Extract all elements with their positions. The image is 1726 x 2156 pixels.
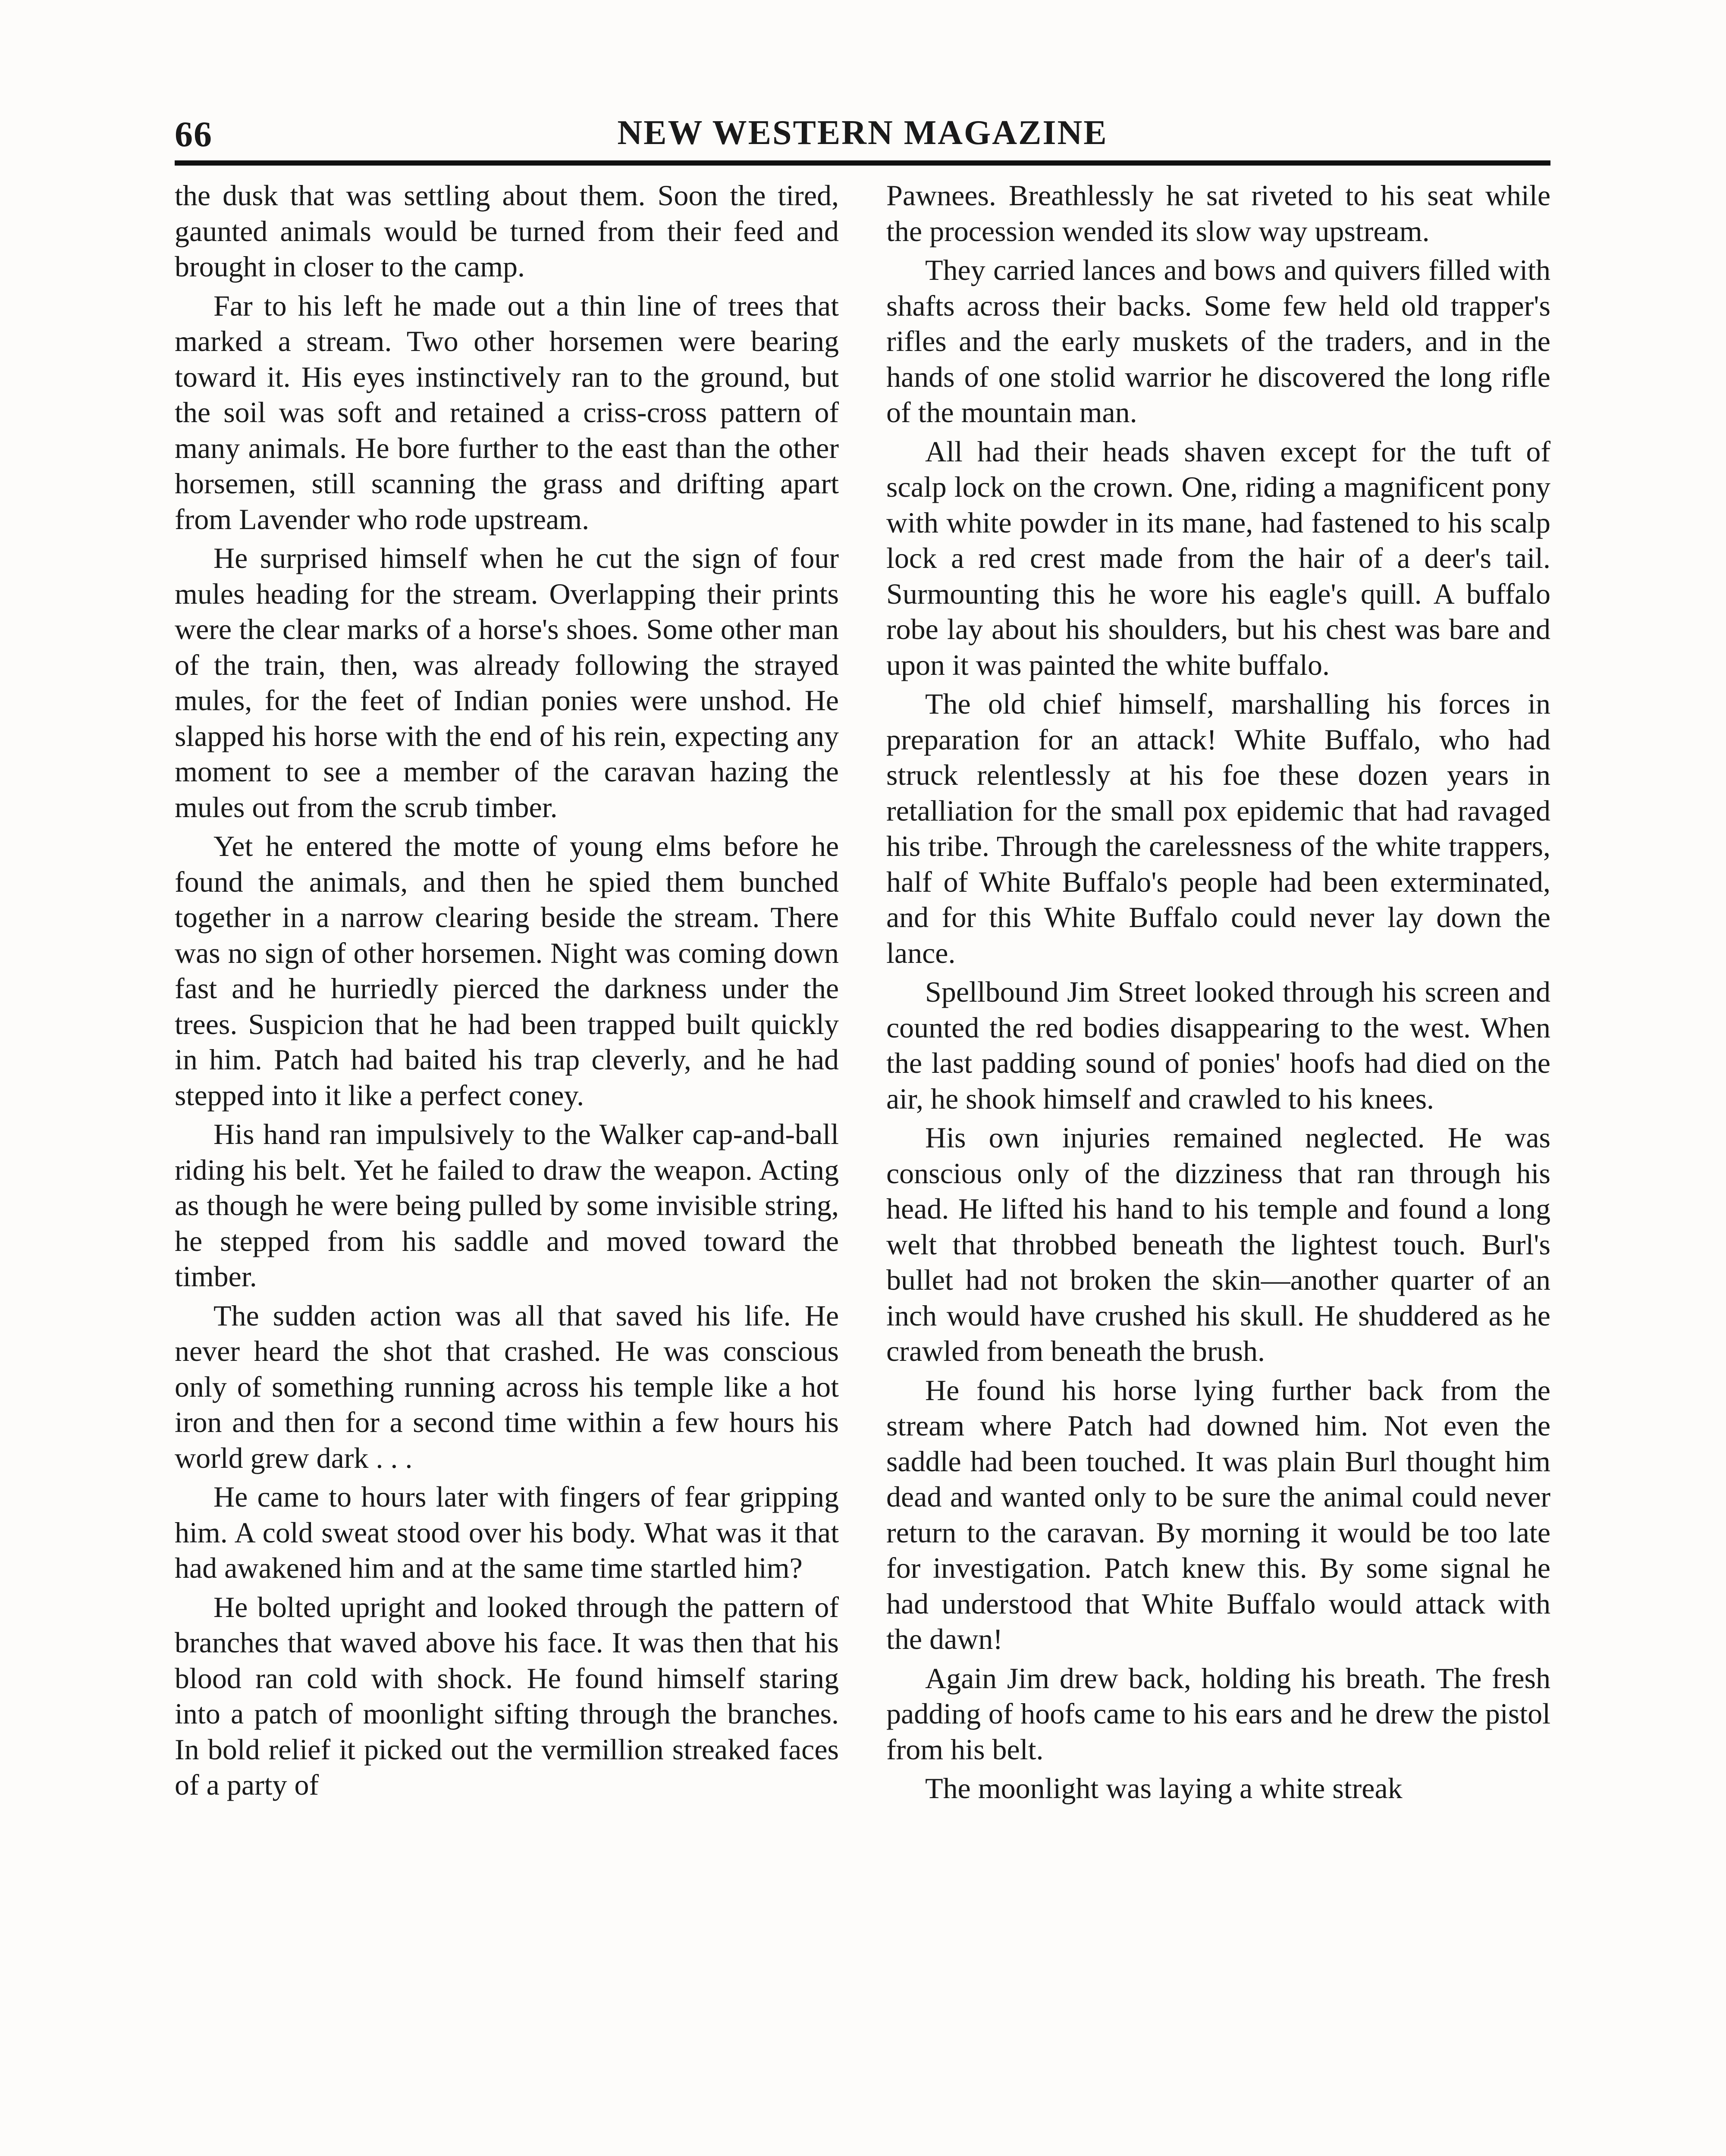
paragraph: the dusk that was settling about them. Soon the tired, gaunted animals would be turned from their feed and brought in closer to the camp. — [175, 179, 839, 283]
paragraph: He found his horse lying further back from the stream where Patch had downed him. Not even the saddle had been touched. It was plain Burl thought him dead and wanted only to be sure the animal could never return to the caravan. By morning it would be too late for investigation. Patch knew this. By some signal he had understood that White Buffalo would attack with the dawn! — [886, 1373, 1550, 1655]
paragraph: All had their heads shaven except for the tuft of scalp lock on the crown. One, riding a magnificent pony with white powder in its mane, had fastened to his scalp lock a red crest made from the hair of a deer's tail. Surmounting this he wore his eagle's quill. A buffalo robe lay about his shoulders, but his chest was bare and upon it was painted the white buffalo. — [886, 435, 1550, 681]
header-divider — [175, 160, 1550, 166]
paragraph: Spellbound Jim Street looked through his screen and counted the red bodies disappearing to the west. When the last padding sound of ponies' hoofs had died on the air, he shook himself and crawled to his knees. — [886, 975, 1550, 1115]
paragraph: Again Jim drew back, holding his breath. The fresh padding of hoofs came to his ears and he drew the pistol from his belt. — [886, 1661, 1550, 1766]
paragraph: Pawnees. Breathlessly he sat riveted to his seat while the procession wended its slow way upstream. — [886, 179, 1550, 248]
paragraph: They carried lances and bows and quivers filled with shafts across their backs. Some few held old trapper's rifles and the early muskets of the traders, and in the hands of one stolid warrior he discovered the long rifle of the mountain man. — [886, 254, 1550, 429]
paragraph: He surprised himself when he cut the sign of four mules heading for the stream. Overlapping their prints were the clear marks of a horse's shoes. Some other man of the train, then, was already following the strayed mules, for the feet of Indian ponies were unshod. He slapped his horse with the end of his rein, expecting any moment to see a member of the caravan hazing the mules out from the scrub timber. — [175, 542, 839, 824]
paragraph: He bolted upright and looked through the pattern of branches that waved above his face. It was then that his blood ran cold with shock. He found himself staring into a patch of moonlight sifting through the branches. In bold relief it picked out the vermillion streaked faces of a party of — [175, 1590, 839, 1801]
magazine-title: NEW WESTERN MAGAZINE — [617, 114, 1108, 152]
left-text-column — [175, 178, 839, 1806]
paragraph: Yet he entered the motte of young elms before he found the animals, and then he spied them bunched together in a narrow clearing beside the stream. There was no sign of other horsemen. Night was coming down fast and he hurriedly pierced the darkness under the trees. Suspicion that he had been trapped built quickly in him. Patch had baited his trap cleverly, and he had stepped into it like a perfect coney. — [175, 830, 839, 1112]
page-number: 66 — [175, 114, 213, 154]
paragraph: He came to hours later with fingers of fear gripping him. A cold sweat stood over his body. What was it that had awakened him and at the same time startled him? — [175, 1480, 839, 1584]
paragraph: Far to his left he made out a thin line of trees that marked a stream. Two other horsemen were bearing toward it. His eyes instinctively ran to the ground, but the soil was soft and retained a criss-cross pattern of many animals. He bore further to the east than the other horsemen, still scanning the grass and drifting apart from Lavender who rode upstream. — [175, 289, 839, 536]
paragraph: His hand ran impulsively to the Walker cap-and-ball riding his belt. Yet he failed to draw the weapon. Acting as though he were being pulled by some invisible string, he stepped from his saddle and moved toward the timber. — [175, 1118, 839, 1293]
paragraph: The sudden action was all that saved his life. He never heard the shot that crashed. He was conscious only of something running across his temple like a hot iron and then for a second time within a few hours his world grew dark . . . — [175, 1299, 839, 1474]
paragraph: The moonlight was laying a white streak — [925, 1772, 1403, 1805]
right-text-column — [886, 178, 1550, 1810]
page-header — [175, 110, 1550, 157]
paragraph: The old chief himself, marshalling his forces in preparation for an attack! White Buffalo, who had struck relentlessly at his foe these dozen years in retalliation for the small pox epidemic that had ravaged his tribe. Through the carelessness of the white trappers, half of White Buffalo's people had been exterminated, and for this White Buffalo could never lay down the lance. — [886, 687, 1550, 969]
paragraph: His own injuries remained neglected. He was conscious only of the dizziness that ran through his head. He lifted his hand to his temple and found a long welt that throbbed beneath the lightest touch. Burl's bullet had not broken the skin—another quarter of an inch would have crushed his skull. He shuddered as he crawled from beneath the brush. — [886, 1121, 1550, 1367]
